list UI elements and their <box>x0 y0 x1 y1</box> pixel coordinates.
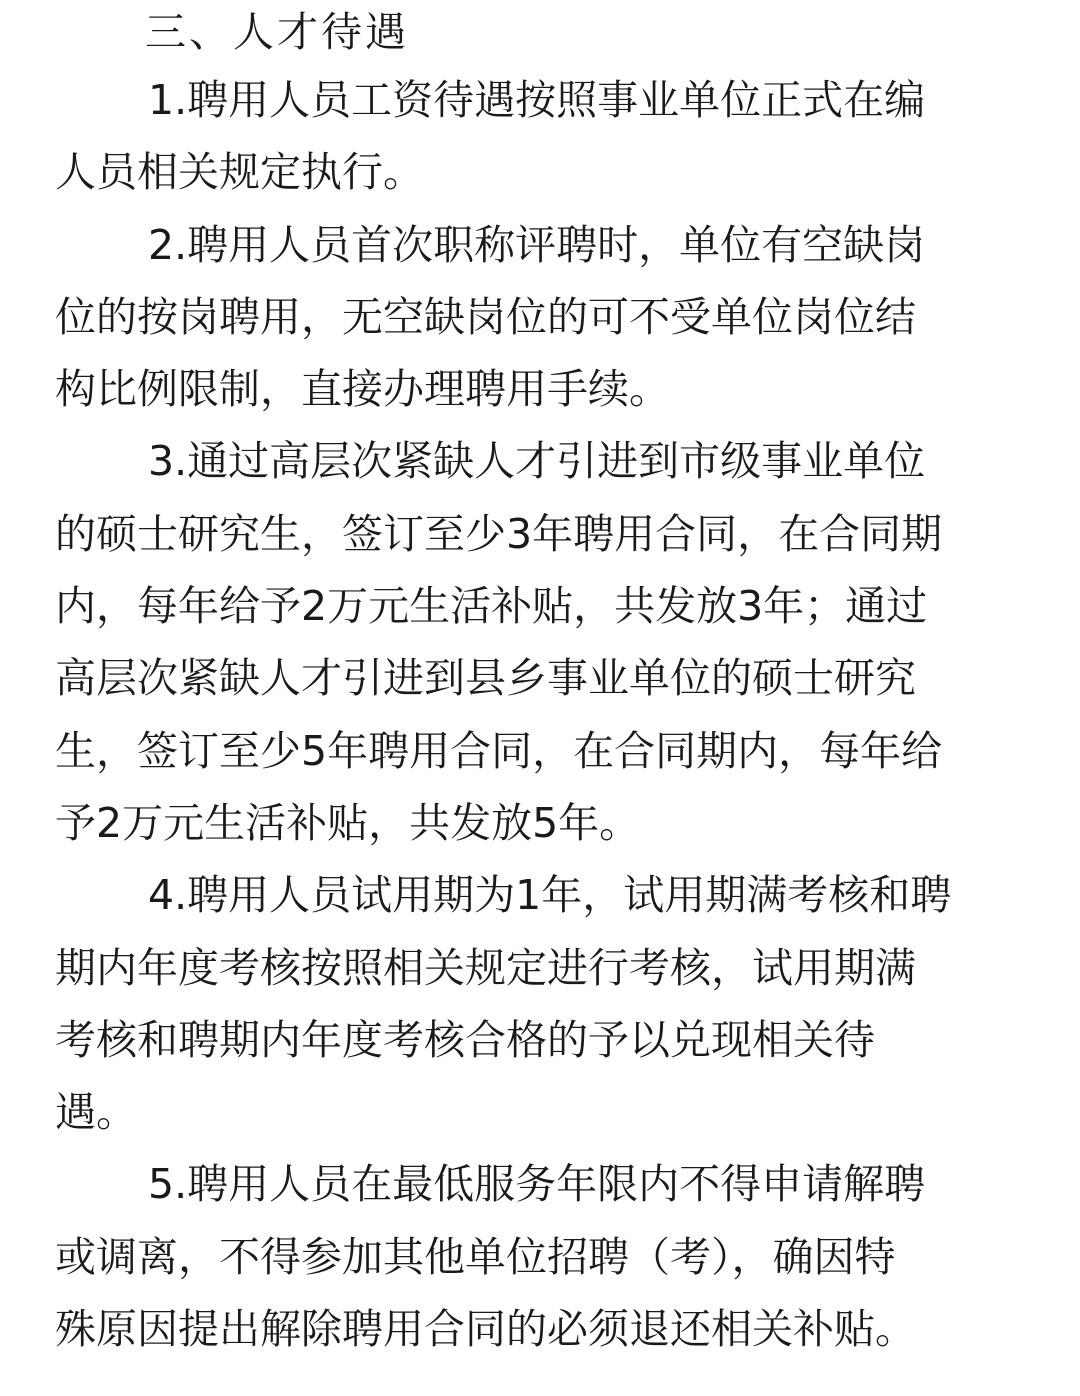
paragraph-line: 期内年度考核按照相关规定进行考核，试用期满 <box>55 943 916 992</box>
paragraph-line: 高层次紧缺人才引进到县乡事业单位的硕士研究 <box>55 654 916 703</box>
paragraph-2 <box>55 209 1027 426</box>
paragraph-4 <box>55 859 1027 1148</box>
paragraph-line: 予2万元生活补贴，共发放5年。 <box>55 798 641 847</box>
paragraph-line: 或调离，不得参加其他单位招聘（考），确因特 <box>55 1232 896 1281</box>
paragraph-line: 内，每年给予2万元生活补贴，共发放3年；通过 <box>55 582 928 631</box>
paragraph-line: 构比例限制，直接办理聘用手续。 <box>55 365 670 414</box>
paragraph-5 <box>55 1148 1027 1365</box>
section-heading: 三、人才待遇 <box>145 8 409 56</box>
paragraph-line: 3.通过高层次紧缺人才引进到市级事业单位 <box>148 437 926 486</box>
paragraph-line: 殊原因提出解除聘用合同的必须退还相关补贴。 <box>55 1305 916 1354</box>
paragraph-line: 遇。 <box>55 1088 137 1137</box>
paragraph-line: 考核和聘期内年度考核合格的予以兑现相关待 <box>55 1015 875 1064</box>
paragraph-line: 4.聘用人员试用期为1年，试用期满考核和聘 <box>148 871 952 920</box>
paragraph-line: 1.聘用人员工资待遇按照事业单位正式在编 <box>148 76 926 124</box>
paragraph-line: 人员相关规定执行。 <box>55 148 424 197</box>
paragraph-3 <box>55 425 1027 859</box>
document-body <box>55 0 1027 1365</box>
paragraph-1 <box>55 64 1027 209</box>
paragraph-line: 位的按岗聘用，无空缺岗位的可不受单位岗位结 <box>55 292 916 341</box>
paragraph-line: 2.聘用人员首次职称评聘时，单位有空缺岗 <box>148 220 926 269</box>
paragraph-line: 生，签订至少5年聘用合同，在合同期内，每年给 <box>55 726 943 775</box>
paragraph-line: 5.聘用人员在最低服务年限内不得申请解聘 <box>148 1160 926 1209</box>
paragraph-line: 的硕士研究生，签订至少3年聘用合同，在合同期 <box>55 509 943 558</box>
